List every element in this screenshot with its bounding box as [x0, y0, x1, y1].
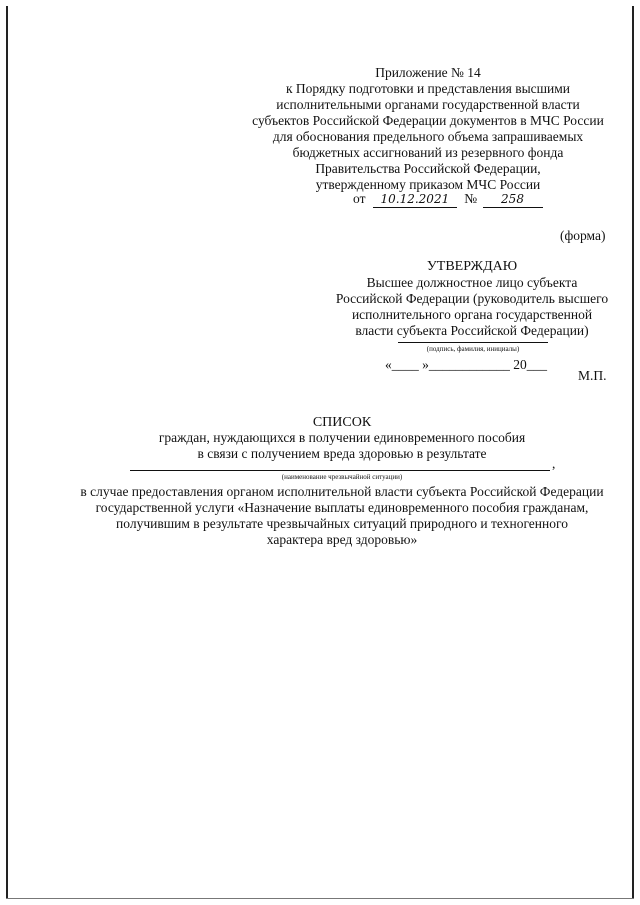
- list-body-line: характера вред здоровью»: [266, 532, 418, 547]
- list-body-line: в случае предоставления органом исполнительной власти субъекта Российской Федерации: [80, 484, 604, 499]
- appendix-line: утвержденному приказом МЧС России: [315, 177, 541, 192]
- list-title: СПИСОК: [312, 415, 372, 430]
- approval-date-line: «____ »____________ 20___: [385, 357, 547, 372]
- date-prefix: от: [353, 191, 366, 206]
- approval-line: Высшее должностное лицо субъекта: [366, 275, 578, 290]
- list-subtitle-line: в связи с получением вреда здоровью в результате: [197, 446, 487, 461]
- appendix-title: Приложение № 14: [375, 65, 481, 80]
- appendix-line: Правительства Российской Федерации,: [315, 161, 541, 176]
- stamp-label: М.П.: [578, 368, 607, 383]
- number-value: 258: [483, 191, 543, 208]
- form-label: (форма): [560, 228, 606, 243]
- appendix-line: для обоснования предельного объема запрашиваемых: [272, 129, 584, 144]
- approval-title: УТВЕРЖДАЮ: [426, 259, 518, 274]
- approval-line: Российской Федерации (руководитель высшего: [335, 291, 609, 306]
- appendix-line: бюджетных ассигнований из резервного фонда: [292, 145, 564, 160]
- appendix-line: исполнительными органами государственной власти: [276, 97, 580, 112]
- page-edge-right: [632, 6, 634, 899]
- signature-caption: (подпись, фамилия, инициалы): [426, 345, 520, 353]
- emergency-name-line: [130, 470, 550, 471]
- page-edge-bottom: [6, 898, 634, 899]
- date-value: 10.12.2021: [373, 191, 457, 208]
- page-edge-left: [6, 6, 8, 899]
- emergency-caption: (наименование чрезвычайной ситуации): [281, 473, 403, 481]
- list-subtitle-line: граждан, нуждающихся в получении единовременного пособия: [158, 430, 526, 445]
- appendix-line: субъектов Российской Федерации документов в МЧС России: [252, 113, 604, 128]
- emergency-comma: ,: [552, 456, 556, 471]
- list-body-line: государственной услуги «Назначение выплаты единовременного пособия гражданам,: [95, 500, 589, 515]
- list-body-line: получившим в результате чрезвычайных ситуаций природного и техногенного: [116, 516, 568, 531]
- appendix-date-row: [353, 191, 543, 208]
- approval-line: исполнительного органа государственной: [351, 307, 593, 322]
- number-sign: №: [464, 191, 478, 206]
- appendix-line: к Порядку подготовки и представления высшими: [285, 81, 571, 96]
- signature-line: [398, 342, 548, 343]
- approval-line: власти субъекта Российской Федерации): [355, 323, 589, 338]
